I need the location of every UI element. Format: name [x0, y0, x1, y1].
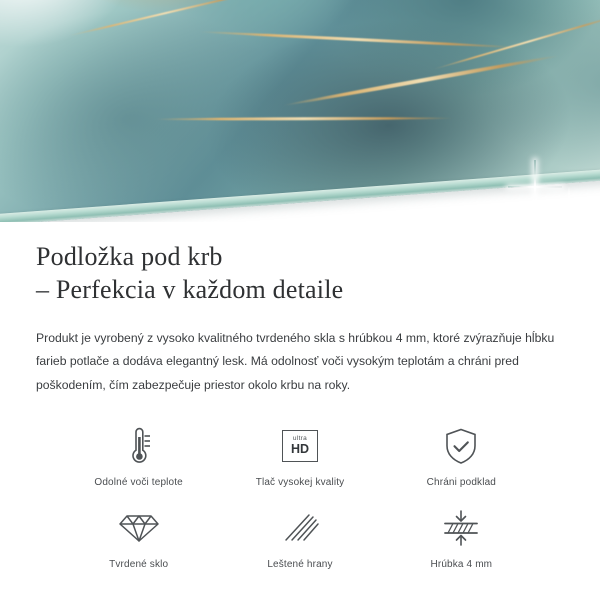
- feature-label: Hrúbka 4 mm: [430, 558, 493, 570]
- gold-vein: [283, 54, 559, 108]
- feature-label: Odolné voči teplote: [94, 476, 183, 488]
- polished-edges-icon: [280, 506, 320, 550]
- feature-item: [219, 424, 380, 488]
- thermometer-icon: [122, 424, 156, 468]
- feature-label: Tlač vysokej kvality: [255, 476, 345, 488]
- ultra-hd-icon: [282, 424, 318, 468]
- feature-grid: [36, 424, 564, 570]
- shield-check-icon: [441, 424, 481, 468]
- hero-image: [0, 0, 600, 222]
- feature-item: [381, 424, 542, 488]
- gold-vein: [198, 30, 518, 49]
- ultra-hd-bottom-label: HD: [290, 442, 310, 457]
- thickness-arrows-icon: [439, 506, 483, 550]
- gold-vein: [68, 0, 263, 37]
- feature-label: Chráni podklad: [426, 476, 496, 488]
- gold-vein: [154, 117, 454, 121]
- feature-label: Tvrdené sklo: [109, 558, 169, 570]
- feature-item: [58, 506, 219, 570]
- feature-item: [219, 506, 380, 570]
- headline-line-2: – Perfekcia v každom detaile: [36, 275, 344, 305]
- feature-item: [58, 424, 219, 488]
- diamond-icon: [118, 506, 160, 550]
- description-paragraph: Produkt je vyrobený z vysoko kvalitného tvrdeného skla s hrúbkou 4 mm, ktoré zvýrazňuje hĺbku farieb potlače a dodáva elegantný lesk. Má odolnosť voči vysokým teplotám a chráni pred poškodením, čím zabezpečuje priestor okolo krbu na roky.: [36, 330, 555, 393]
- page-title: [36, 240, 564, 307]
- ultra-hd-top-label: ultra: [292, 434, 308, 442]
- headline-line-1: Podložka pod krb: [36, 242, 223, 271]
- feature-item: [381, 506, 542, 570]
- content-block: [0, 222, 600, 570]
- feature-label: Leštené hrany: [267, 558, 333, 570]
